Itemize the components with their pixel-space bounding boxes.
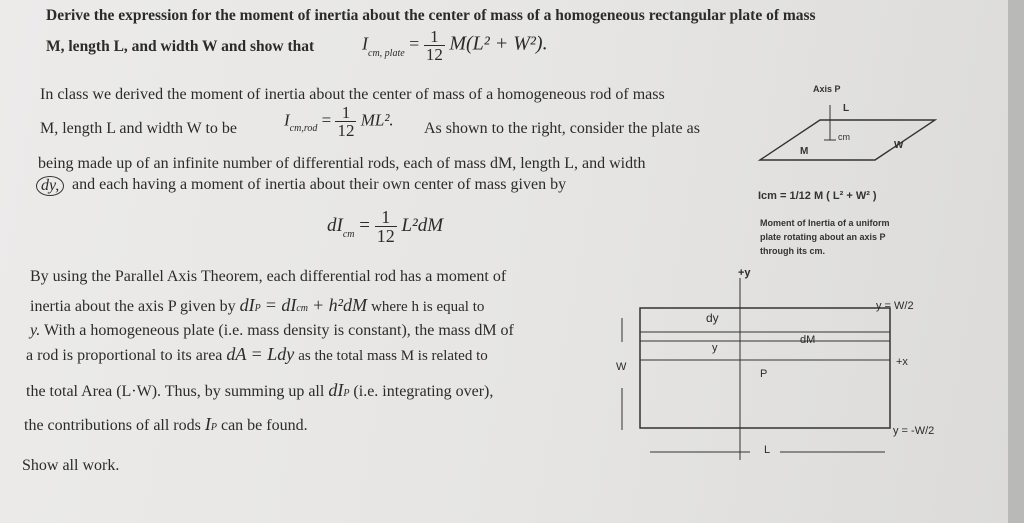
- para1-line2-post: As shown to the right, consider the plate as: [424, 120, 700, 137]
- diff-eq-sub: cm: [342, 228, 355, 240]
- para2-line2-post: where h is equal to: [371, 299, 485, 315]
- rod-fraction: [335, 104, 356, 139]
- para1-line3: being made up of an infinite number of differential rods, each of mass dM, length L, and width: [38, 155, 646, 172]
- para2-line5-pre: the total Area (L·W). Thus, by summing up all: [26, 383, 325, 400]
- para2-line1: By using the Parallel Axis Theorem, each differential rod has a moment of: [30, 268, 507, 285]
- rod-formula-lhs: I: [284, 110, 290, 130]
- diff-fraction: [375, 208, 397, 245]
- plate-l-label: L: [843, 103, 850, 114]
- para1-line1: In class we derived the moment of inertia about the center of mass of a homogeneous rod of mass: [40, 86, 665, 103]
- problem-title-line2: M, length L, and width W and show that: [46, 38, 315, 55]
- caption-line1: Moment of Inertia of a uniform: [760, 218, 890, 228]
- title-fraction: [424, 28, 445, 63]
- caption-line3: through its cm.: [760, 246, 825, 256]
- plate-m-label: M: [800, 146, 809, 157]
- para2-line3-rest: With a homogeneous plate (i.e. mass density is constant), the mass dM of: [43, 322, 514, 339]
- diff-frac-num: 1: [375, 208, 397, 227]
- page-edge: [1008, 0, 1024, 523]
- plus-y-label: +y: [738, 267, 751, 279]
- dy-label: dy: [706, 311, 719, 325]
- para1-line2-pre: M, length L and width W to be: [40, 120, 238, 137]
- title-frac-den: 12: [425, 45, 443, 64]
- para2-line5-eq-sub: P: [343, 388, 350, 399]
- para2-line4-eq: dA = Ldy: [226, 344, 295, 364]
- p-label: P: [760, 368, 768, 380]
- para2-line2: [30, 295, 484, 316]
- closing-instruction: Show all work.: [22, 457, 120, 474]
- diff-eq-lhs: dI: [327, 214, 343, 236]
- title-formula-rhs: M(L² + W²).: [449, 32, 548, 55]
- para1-dy-circled: dy,: [36, 176, 64, 196]
- caption-line2: plate rotating about an axis P: [760, 232, 886, 242]
- dm-label: dM: [800, 334, 816, 346]
- plate-cm-label: cm: [838, 132, 850, 142]
- plus-x-label: +x: [896, 356, 908, 368]
- y-bottom-label: y = -W/2: [893, 425, 935, 437]
- para2-line3-y: y.: [30, 322, 41, 339]
- y-top-label: y = W/2: [876, 300, 914, 312]
- title-frac-num: 1: [424, 28, 445, 46]
- plate-formula: Icm = 1/12 M ( L² + W² ): [758, 190, 877, 202]
- diff-frac-den: 12: [376, 226, 395, 246]
- rod-formula-eq: =: [321, 110, 332, 130]
- w-label: W: [616, 361, 627, 373]
- para2-line4-post: as the total mass M is related to: [298, 348, 488, 364]
- para2-eq-dip-sub: P: [254, 303, 261, 314]
- diff-equation: [327, 208, 443, 245]
- title-formula-lhs: I: [362, 33, 368, 54]
- title-formula-sub: cm, plate: [368, 47, 405, 59]
- para2-line6-eq-sub: P: [210, 422, 217, 433]
- problem-title-line1: Derive the expression for the moment of inertia about the center of mass of a homogeneous rectangular plate of mass: [46, 7, 816, 24]
- para2-line5-post: (i.e. integrating over),: [353, 383, 494, 400]
- rod-frac-den: 12: [337, 121, 355, 140]
- rod-formula-rhs: ML².: [360, 110, 394, 130]
- l-label: L: [764, 444, 771, 456]
- para2-eq-dicm: = dI: [264, 295, 297, 315]
- para2-line6-pre: the contributions of all rods: [24, 417, 201, 434]
- para2-line4: [26, 344, 488, 365]
- para2-eq-dicm-sub: cm: [296, 303, 309, 314]
- para2-line6: [24, 414, 308, 435]
- plate-w-label: W: [894, 140, 904, 151]
- para2-line2-pre: inertia about the axis P given by: [30, 298, 236, 315]
- para2-line3: [30, 322, 514, 340]
- diff-eq-rhs: L²dM: [401, 214, 444, 236]
- rod-frac-num: 1: [335, 104, 356, 122]
- para2-eq-dip: dI: [239, 295, 255, 315]
- title-formula-eq: =: [409, 33, 420, 54]
- axis-p-label: Axis P: [813, 84, 841, 94]
- para1-line4-rest: and each having a moment of inertia about their own center of mass given by: [72, 176, 567, 193]
- rod-formula: [284, 104, 394, 139]
- diff-eq-eq: =: [359, 214, 370, 236]
- para2-line6-eq: I: [204, 414, 211, 434]
- y-mid-label: y: [712, 342, 718, 354]
- para2-line6-post: can be found.: [220, 417, 308, 434]
- para2-line4-pre: a rod is proportional to its area: [26, 347, 223, 364]
- coordinate-figure: [600, 270, 900, 465]
- para2-line5-eq: dI: [328, 380, 344, 400]
- para2-eq-tail: + h²dM: [312, 295, 368, 315]
- para2-line5: [26, 380, 493, 401]
- title-formula: [362, 28, 548, 63]
- rod-formula-sub: cm,rod: [289, 123, 318, 135]
